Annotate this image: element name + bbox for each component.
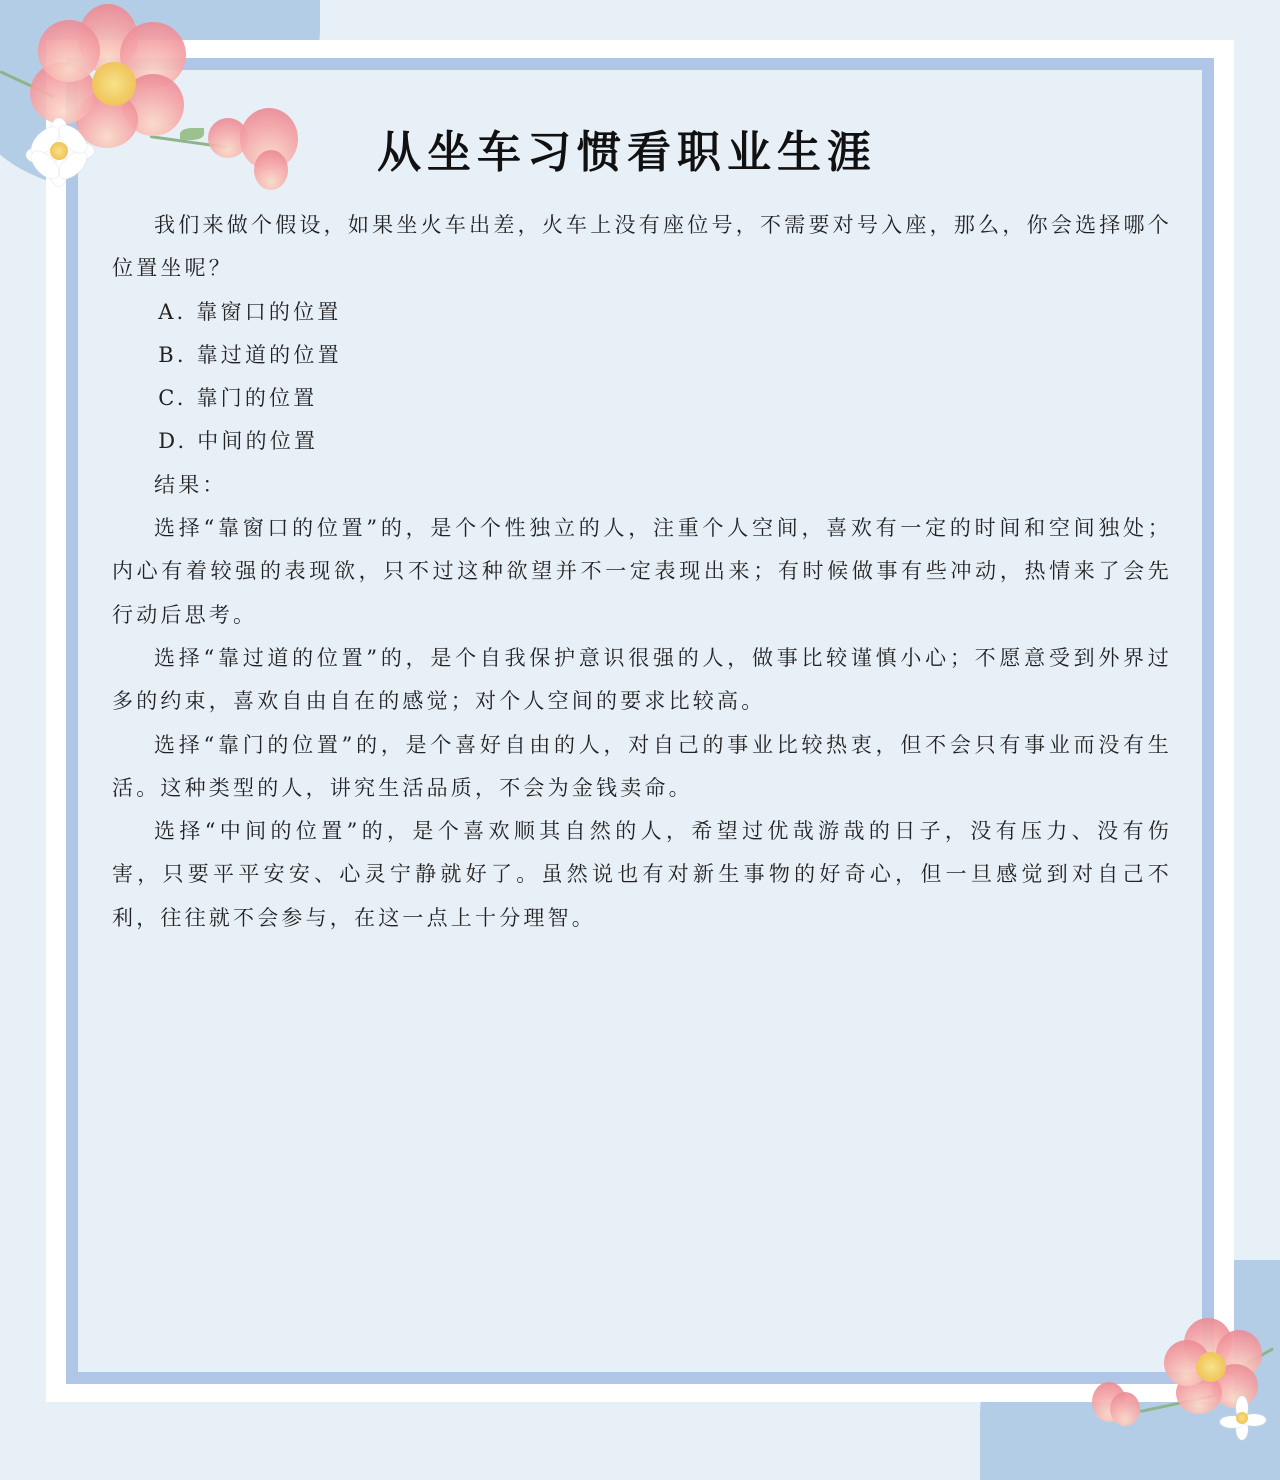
result-door: 选择“靠门的位置”的，是个喜好自由的人，对自己的事业比较热衷，但不会只有事业而没有生活。这种类型的人，讲究生活品质，不会为金钱卖命。 — [112, 732, 1172, 800]
option-d: D. 中间的位置 — [158, 429, 319, 454]
option-a: A. 靠窗口的位置 — [158, 299, 342, 324]
option-b: B. 靠过道的位置 — [158, 342, 342, 367]
page-title: 从坐车习惯看职业生涯 — [377, 127, 877, 178]
flower-decoration-bottom-right-icon — [1080, 1300, 1280, 1440]
result-window: 选择“靠窗口的位置”的，是个个性独立的人，注重个人空间，喜欢有一定的时间和空间独处；内心有着较强的表现欲，只不过这种欲望并不一定表现出来；有时候做事有些冲动，热情来了会先行动后思考。 — [112, 516, 1172, 627]
option-c: C. 靠门的位置 — [158, 386, 318, 411]
intro-paragraph: 我们来做个假设，如果坐火车出差，火车上没有座位号，不需要对号入座，那么，你会选择哪个位置坐呢？ — [112, 213, 1172, 281]
article-body — [112, 204, 1172, 940]
result-middle: 选择“中间的位置”的，是个喜欢顺其自然的人，希望过优哉游哉的日子，没有压力、没有伤害，只要平平安安、心灵宁静就好了。虽然说也有对新生事物的好奇心，但一旦感觉到对自己不利，往往就不会参与，在这一点上十分理智。 — [112, 819, 1172, 930]
result-label: 结果： — [154, 472, 227, 497]
result-aisle: 选择“靠过道的位置”的，是个自我保护意识很强的人，做事比较谨慎小心；不愿意受到外界过多的约束，喜欢自由自在的感觉；对个人空间的要求比较高。 — [112, 645, 1172, 714]
